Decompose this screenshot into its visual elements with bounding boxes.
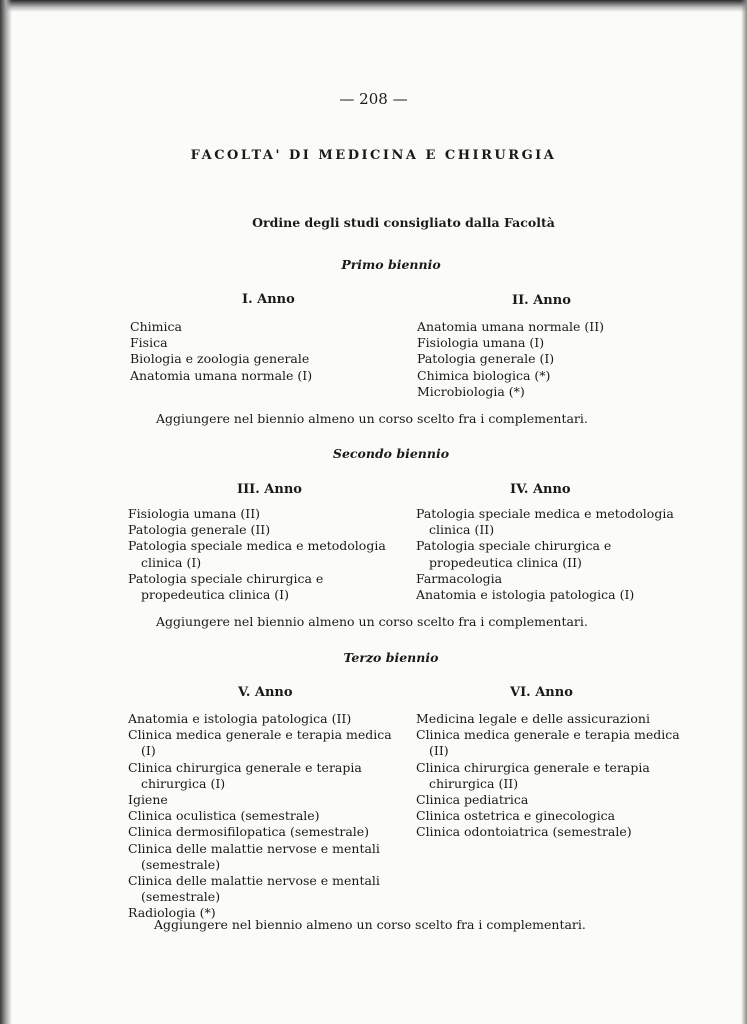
list-item: Anatomia umana normale (II) — [417, 319, 605, 334]
list-item: Clinica delle malattie nervose e mentali (semestrale) — [128, 840, 380, 872]
list-item: Clinica ostetrica e ginecologica — [416, 808, 616, 824]
page-number: — 208 — — [339, 90, 408, 108]
list-item: Clinica pediatrica — [416, 792, 529, 808]
biennio-note-terzo: Aggiungere nel biennio almeno un corso scelto fra i complementari. — [154, 917, 586, 932]
year-heading-ii: II. Anno — [512, 293, 571, 308]
list-item: Patologia generale (II) — [128, 522, 271, 538]
order-title: Ordine degli studi consigliato dalla Facoltà — [252, 215, 555, 230]
scan-top-edge — [0, 0, 747, 12]
biennio-title-primo: Primo biennio — [341, 257, 441, 272]
list-item: Anatomia e istologia patologica (II) — [128, 711, 352, 726]
list-item: Medicina legale e delle assicurazioni — [416, 711, 650, 726]
list-item: Clinica dermosifilopatica (semestrale) — [128, 824, 370, 840]
list-item: Anatomia umana normale (I) — [130, 367, 313, 383]
list-item: Fisiologia umana (I) — [417, 335, 545, 351]
list-item: Igiene — [128, 792, 168, 808]
faculty-title: FACOLTA' DI MEDICINA E CHIRURGIA — [190, 148, 557, 163]
list-item: Farmacologia — [416, 570, 503, 586]
list-item: Clinica oculistica (semestrale) — [128, 808, 320, 824]
list-item: Clinica chirurgica generale e terapia chirurgica (II) — [416, 759, 650, 791]
list-item: Radiologia (*) — [128, 905, 216, 921]
course-list-year-iv — [416, 506, 686, 603]
list-item: Patologia speciale medica e metodologia clinica (I) — [128, 538, 386, 570]
list-item: Microbiologia (*) — [417, 383, 525, 399]
list-item: Clinica chirurgica generale e terapia chirurgica (I) — [128, 759, 362, 791]
list-item: Clinica medica generale e terapia medica (I) — [128, 727, 392, 759]
course-list-year-i — [130, 319, 400, 384]
biennio-note-secondo: Aggiungere nel biennio almeno un corso scelto fra i complementari. — [156, 614, 588, 629]
list-item: Patologia generale (I) — [417, 351, 555, 367]
list-item: Clinica odontoiatrica (semestrale) — [416, 824, 632, 840]
biennio-note-primo: Aggiungere nel biennio almeno un corso scelto fra i complementari. — [156, 411, 588, 426]
year-heading-vi: VI. Anno — [510, 685, 573, 700]
list-item: Fisiologia umana (II) — [128, 506, 261, 521]
list-item: Patologia speciale medica e metodologia clinica (II) — [416, 506, 674, 538]
list-item: Clinica medica generale e terapia medica (II) — [416, 727, 680, 759]
list-item: Chimica biologica (*) — [417, 367, 551, 383]
biennio-title-secondo: Secondo biennio — [332, 446, 450, 461]
year-heading-i: I. Anno — [242, 292, 295, 307]
list-item: Clinica delle malattie nervose e mentali (semestrale) — [128, 873, 380, 905]
list-item: Anatomia e istologia patologica (I) — [416, 587, 635, 603]
course-list-year-ii — [417, 319, 687, 400]
list-item: Patologia speciale chirurgica e propedeutica clinica (I) — [128, 570, 324, 603]
list-item: Patologia speciale chirurgica e propedeutica clinica (II) — [416, 538, 612, 570]
list-item: Chimica — [130, 319, 182, 334]
biennio-title-terzo: Terzo biennio — [343, 650, 439, 665]
list-item: Biologia e zoologia generale — [130, 351, 310, 367]
course-list-year-v — [128, 711, 396, 922]
year-heading-v: V. Anno — [238, 685, 293, 700]
year-heading-iv: IV. Anno — [510, 482, 571, 497]
course-list-year-iii — [128, 506, 408, 603]
course-list-year-vi — [416, 711, 686, 841]
list-item: Fisica — [130, 335, 168, 351]
year-heading-iii: III. Anno — [237, 482, 302, 497]
